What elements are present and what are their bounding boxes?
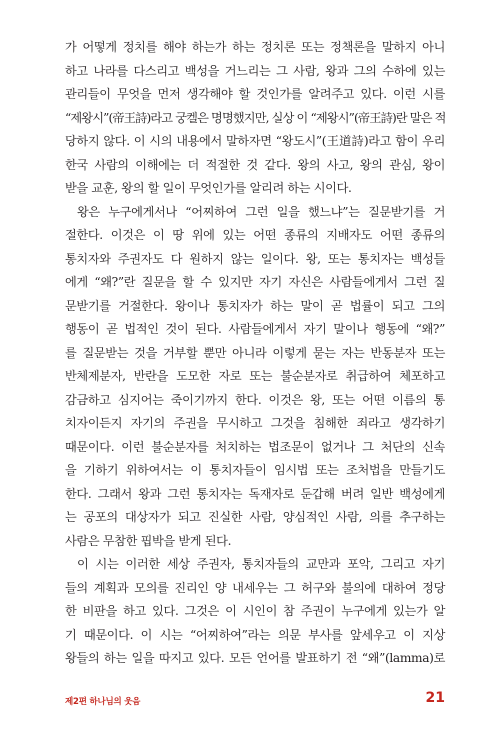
text-line: 왕은 누구에게서나 “어찌하여 그런 일을 했느냐”는 질문받기를 거 <box>77 204 445 219</box>
page-number: 21 <box>425 690 445 706</box>
text-line: “제왕시”(帝王詩)라고 궁켈은 명명했지만, 실상 이 “제왕시”(帝王詩)란 말은 적 <box>65 110 446 125</box>
text-line: 한국 사람의 이해에는 더 적절한 것 같다. 왕의 사고, 왕의 관심, 왕이 <box>65 157 445 172</box>
text-line: 에게 “왜?”란 질문을 할 수 있지만 자기 자신은 사람들에게서 그런 질 <box>65 275 445 289</box>
paragraph-3 <box>65 553 445 671</box>
text-line: 절한다. 이것은 이 땅 위에 있는 어떤 종류의 지배자도 어떤 종류의 <box>65 228 445 242</box>
text-line: 왕들의 하는 일을 따지고 있다. 모든 언어를 발표하기 전 “왜”(lamma)로 <box>65 651 445 665</box>
text-line: 가 어떻게 정치를 해야 하는가 하는 정치론 또는 정책론을 말하지 아니 <box>65 40 445 54</box>
text-line: 는 공포의 대상자가 되고 진실한 사람, 양심적인 사람, 의를 추구하는 <box>65 510 445 524</box>
text-line: 기 때문이다. 이 시는 “어찌하여”라는 의문 부사를 앞세우고 이 지상 <box>65 627 445 642</box>
text-line: 관리들이 무엇을 먼저 생각해야 할 것인가를 알려주고 있다. 이런 시를 <box>65 87 445 101</box>
text-line: 당하지 않다. 이 시의 내용에서 말하자면 “왕도시”(王道詩)라고 함이 우리 <box>65 134 445 148</box>
text-line: 하고 나라를 다스리고 백성을 거느리는 그 사람, 왕과 그의 수하에 있는 <box>65 63 445 78</box>
text-line: 통치자와 주권자도 다 원하지 않는 일이다. 왕, 또는 통치자는 백성들 <box>65 251 445 266</box>
body-text <box>65 36 445 671</box>
text-line: 한다. 그래서 왕과 그런 통치자는 독재자로 둔갑해 버려 일반 백성에게 <box>65 486 445 501</box>
text-line: 들의 계획과 모의를 진리인 양 내세우는 그 허구와 불의에 대하여 정당 <box>65 580 445 595</box>
page-footer <box>65 690 445 713</box>
text-line: 한 비판을 하고 있다. 그것은 이 시인이 참 주권이 누구에게 있는가 알 <box>65 604 445 618</box>
running-footer-chapter: 제2편 하나님의 웃음 <box>65 697 141 707</box>
text-line: 때문이다. 이런 불순분자를 처치하는 법조문이 없거나 그 처단의 신속 <box>65 439 445 454</box>
paragraph-1 <box>65 36 445 201</box>
text-line: 행동이 곧 법적인 것이 된다. 사람들에게서 자기 말이나 행동에 “왜?” <box>65 322 445 336</box>
text-line: 사람은 무참한 핍박을 받게 된다. <box>65 533 232 548</box>
text-line: 이 시는 이러한 세상 주권자, 통치자들의 교만과 포악, 그리고 자기 <box>77 557 445 571</box>
text-line: 문받기를 거절한다. 왕이나 통치자가 하는 말이 곧 법률이 되고 그의 <box>65 298 445 313</box>
text-line: 반체제분자, 반란을 도모한 자로 또는 불순분자로 취급하여 체포하고 <box>65 369 445 383</box>
text-line: 받을 교훈, 왕의 할 일이 무엇인가를 알리려 하는 시이다. <box>65 181 352 195</box>
text-line: 치자이든지 자기의 주권을 무시하고 그것을 침해한 죄라고 생각하기 <box>65 416 445 430</box>
text-line: 을 기하기 위하여서는 이 통치자들이 임시법 또는 조처법을 만들기도 <box>65 463 445 477</box>
paragraph-2 <box>65 201 445 554</box>
text-line: 를 질문받는 것을 거부할 뿐만 아니라 이렇게 묻는 자는 반동분자 또는 <box>65 345 445 360</box>
text-line: 감금하고 심지어는 죽이기까지 한다. 이것은 왕, 또는 어떤 이름의 통 <box>65 392 445 407</box>
